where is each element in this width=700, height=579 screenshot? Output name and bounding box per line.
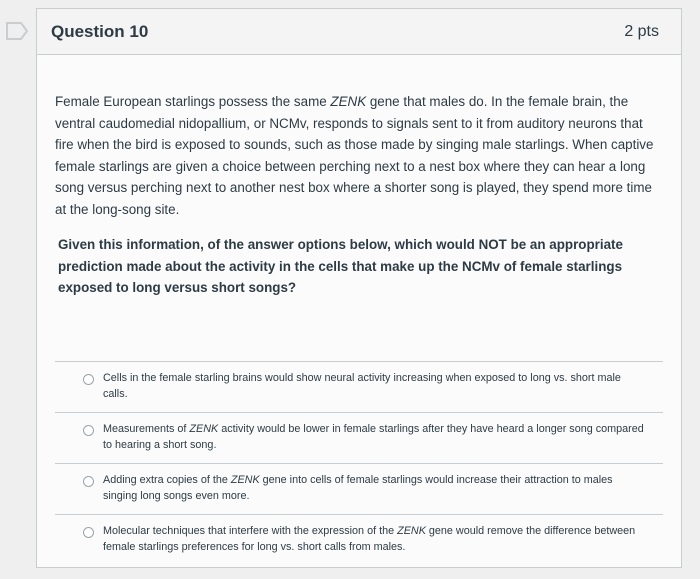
text-segment: Measurements of xyxy=(103,422,190,435)
text-segment: Cells in the female starling brains would show neural activity increasing when exposed to long vs. short male calls. xyxy=(103,371,621,400)
answer-option[interactable] xyxy=(55,514,663,565)
answer-option[interactable] xyxy=(55,361,663,412)
answer-list xyxy=(55,361,663,565)
answer-option[interactable] xyxy=(55,412,663,463)
italic-term: ZENK xyxy=(397,524,426,537)
bookmark-flag-icon[interactable] xyxy=(6,22,28,40)
text-segment: activity would be lower in female starlings after they have heard a longer song compared to hearing a short song. xyxy=(103,422,644,451)
answer-label xyxy=(103,523,647,555)
radio-button-icon[interactable] xyxy=(83,476,94,487)
answer-option[interactable] xyxy=(55,463,663,514)
italic-term: ZENK xyxy=(230,473,260,486)
answer-label xyxy=(103,370,647,402)
question-context-paragraph xyxy=(55,91,663,220)
italic-term: ZENK xyxy=(330,94,367,109)
radio-button-icon[interactable] xyxy=(83,425,94,436)
text-segment: gene into cells of female starlings would increase their attraction to males singing long songs even more. xyxy=(103,473,613,502)
question-prompt: Given this information, of the answer options below, which would NOT be an appropriate prediction made about the activity in the cells that make up the NCMv of female starlings exposed to long versus short songs? xyxy=(58,237,623,295)
text-segment: Female European starlings possess the same xyxy=(55,94,331,109)
text-segment: Molecular techniques that interfere with the expression of the xyxy=(103,524,398,537)
text-segment: Adding extra copies of the xyxy=(103,473,231,486)
question-title: Question 10 xyxy=(51,21,149,41)
question-points: 2 pts xyxy=(624,22,659,40)
radio-button-icon[interactable] xyxy=(83,374,94,385)
question-header xyxy=(37,9,681,55)
question-card xyxy=(36,8,682,568)
text-segment: gene that males do. In the female brain, the ventral caudomedial nidopallium, or NCMv, responds to signals sent to it from auditory neurons that fire when the bird is exposed to sounds, such as those made by singing male starlings. When captive female starlings are given a choice between perching next to a nest box where they can hear a long song versus perching next to another nest box where a shorter song is played, they spend more time at the long-song site. xyxy=(55,94,654,217)
question-body xyxy=(37,55,681,565)
answer-label xyxy=(103,472,647,504)
answer-label xyxy=(103,421,647,453)
radio-button-icon[interactable] xyxy=(83,527,94,538)
text-segment: gene would remove the difference between female starlings preferences for long vs. short calls from males. xyxy=(103,524,636,553)
italic-term: ZENK xyxy=(189,422,219,435)
